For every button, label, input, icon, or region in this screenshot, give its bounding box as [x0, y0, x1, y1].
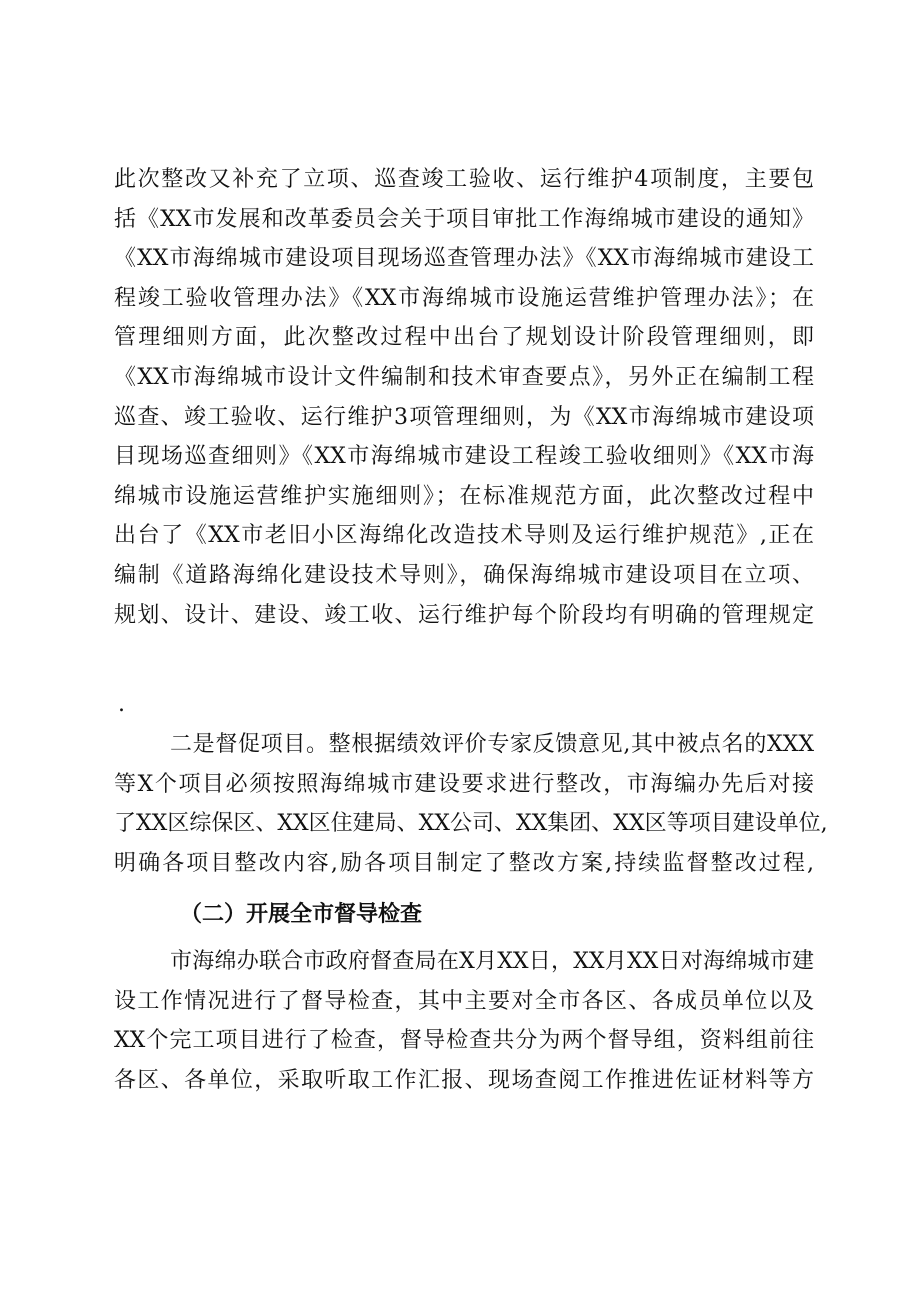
paragraph-2-line: 了XX区综保区、XX区住建局、XX公司、XX集团、XX区等项目建设单位, [114, 811, 828, 837]
paragraph-1-line: 出台了《XX市老旧小区海绵化改造技术导则及运行维护规范》,正在 [114, 523, 814, 549]
paragraph-1-line: 《XX市海绵城市建设项目现场巡查管理办法》《XX市海绵城市建设工 [114, 246, 814, 272]
paragraph-1-line: 巡查、竣工验收、运行维护3项管理细则，为《XX市海绵城市建设项 [114, 404, 814, 430]
paragraph-3-line: 市海绵办联合市政府督查局在X月XX日，XX月XX日对海绵城市建 [170, 949, 814, 974]
paragraph-1 [114, 160, 814, 635]
paragraph-1-line: 规划、设计、建设、竣工收、运行维护每个阶段均有明确的管理规定 [114, 602, 814, 628]
paragraph-1-end: . [118, 692, 125, 717]
paragraph-2-line: 二是督促项目。整根据绩效评价专家反馈意见,其中被点名的XXX [170, 732, 814, 757]
paragraph-3-line: XX个完工项目进行了检查，督导检查共分为两个督导组，资料组前往 [114, 1028, 814, 1054]
paragraph-1-line: 程竣工验收管理办法》《XX市海绵城市设施运营维护管理办法》；在 [114, 285, 814, 311]
paragraph-1-line: 编制《道路海绵化建设技术导则》，确保海绵城市建设项目在立项、 [114, 562, 814, 588]
paragraph-1-line: 绵城市设施运营维护实施细则》；在标准规范方面，此次整改过程中 [114, 483, 814, 509]
paragraph-3-line: 各区、各单位，采取听取工作汇报、现场查阅工作推进佐证材料等方 [114, 1067, 814, 1093]
paragraph-1-line: 此次整改又补充了立项、巡查竣工验收、运行维护4项制度，主要包 [114, 167, 814, 192]
paragraph-2-line: 明确各项目整改内容,励各项目制定了整改方案,持续监督整改过程, [114, 850, 814, 876]
paragraph-3 [114, 942, 814, 1100]
paragraph-1-line: 《XX市海绵城市设计文件编制和技术审查要点》，另外正在编制工程 [114, 364, 814, 390]
paragraph-1-line: 括《XX市发展和改革委员会关于项目审批工作海绵城市建设的通知》 [114, 206, 814, 232]
section-heading: （二）开展全市督导检查 [180, 902, 423, 927]
paragraph-2-line: 等X个项目必须按照海绵城市建设要求进行整改，市海编办先后对接 [114, 771, 814, 797]
paragraph-1-line: 管理细则方面，此次整改过程中出台了规划设计阶段管理细则，即 [114, 325, 814, 351]
paragraph-3-line: 设工作情况进行了督导检查，其中主要对全市各区、各成员单位以及 [114, 988, 814, 1014]
paragraph-1-line: 目现场巡查细则》《XX市海绵城市建设工程竣工验收细则》《XX市海 [114, 444, 814, 470]
paragraph-2 [114, 725, 828, 883]
